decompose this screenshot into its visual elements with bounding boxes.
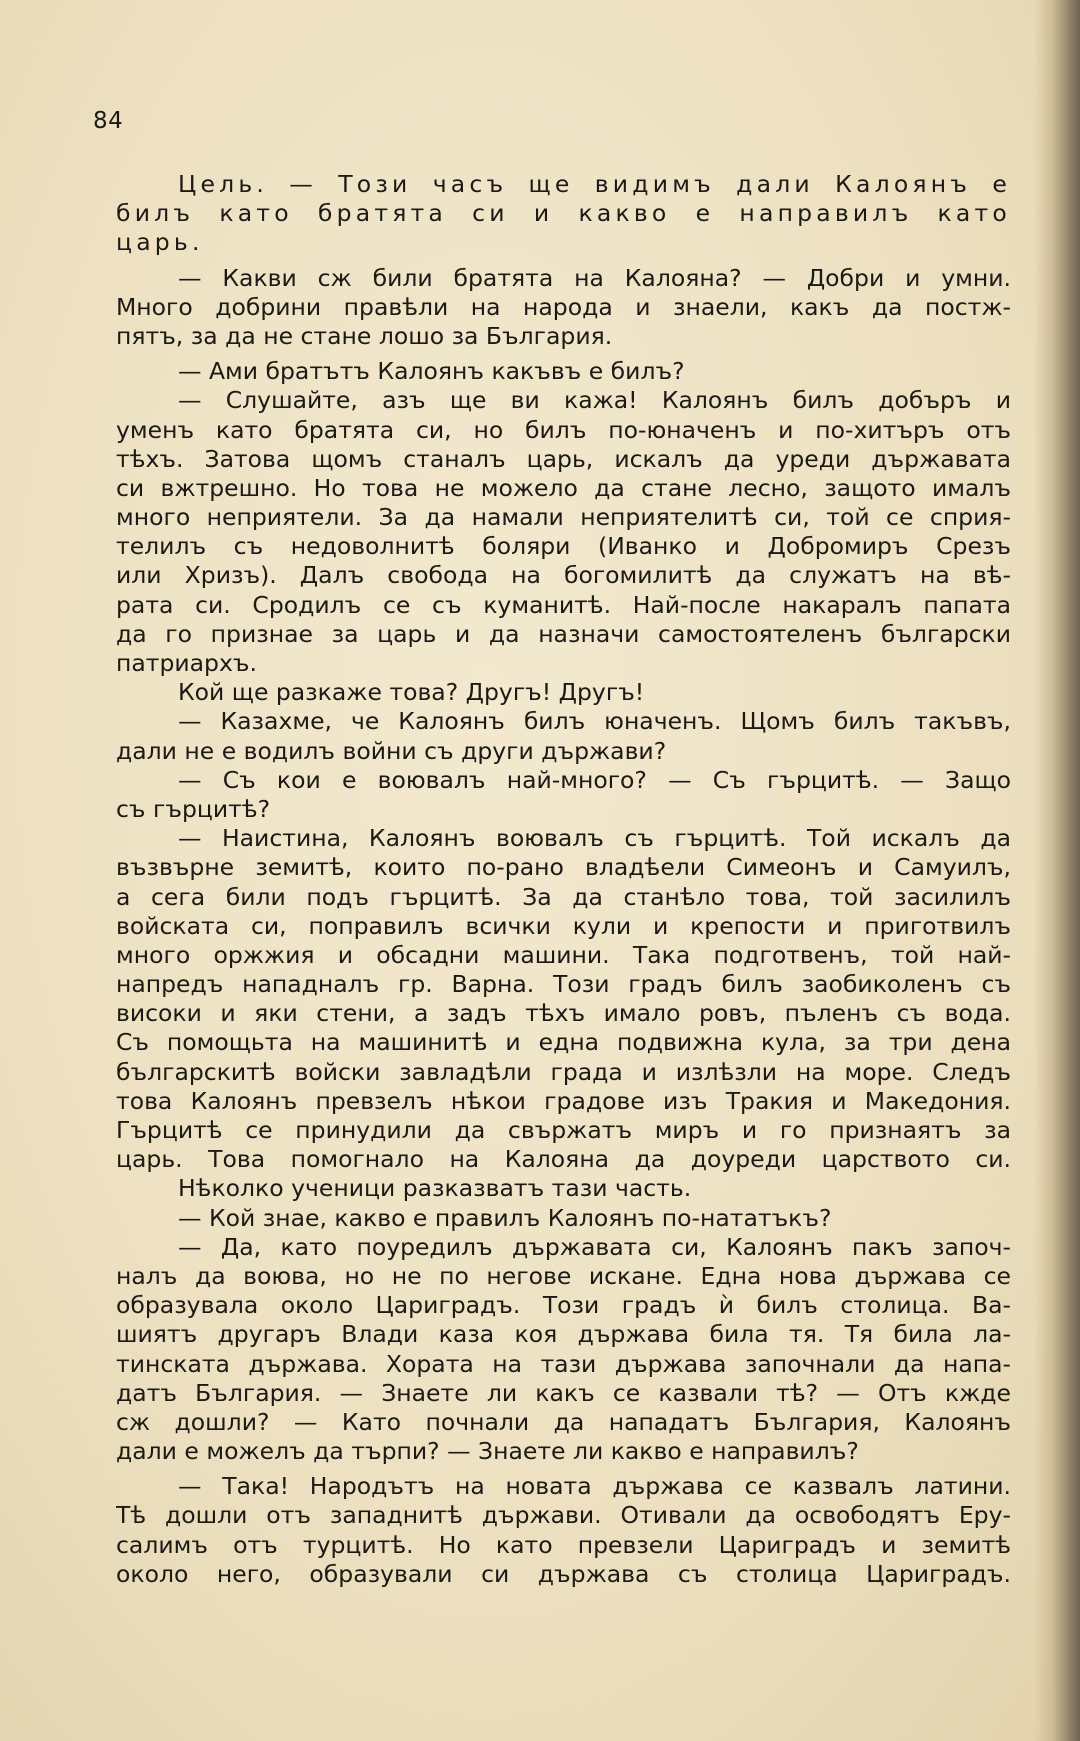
text-line: пятъ, за да не стане лошо за България. xyxy=(116,321,613,350)
text-line: си вжтрешно. Но това не можело да стане лесно, защото ималъ xyxy=(116,473,1011,502)
text-line: Съ помощьта на машинитѣ и една подвижна кула, за три дена xyxy=(116,1028,1011,1057)
text-line: а сега били подъ гърцитѣ. За да станѣло това, той засилилъ xyxy=(116,882,1011,911)
text-line: царь. xyxy=(116,228,204,257)
text-line: — Така! Народътъ на новата държава се казвалъ латини. xyxy=(178,1472,1011,1501)
text-line: — Кой знае, какво е правилъ Калоянъ по-нататъкъ? xyxy=(178,1203,832,1232)
page-spine-shadow xyxy=(1034,0,1080,1741)
text-line: възвърне земитѣ, които по-рано владѣели Симеонъ и Самуилъ, xyxy=(116,853,1011,882)
text-line: Кой ще разкаже това? Другъ! Другъ! xyxy=(178,678,645,707)
text-line: да го признае за царь и да назначи самостоятеленъ български xyxy=(116,619,1011,648)
text-line: салимъ отъ турцитѣ. Но като превзели Цариградъ и земитѣ xyxy=(116,1530,1011,1559)
text-line: дали не е водилъ войни съ други държави? xyxy=(116,736,667,765)
text-line: образувала около Цариградъ. Този градъ ѝ билъ столица. Ва- xyxy=(116,1291,1011,1320)
text-line: — Слушайте, азъ ще ви кажа! Калоянъ билъ добъръ и xyxy=(178,386,1011,415)
text-line: царь. Това помогнало на Калояна да доуреди царството си. xyxy=(116,1145,1011,1174)
text-line: патриархъ. xyxy=(116,649,257,677)
text-line: много оржжия и обсадни машини. Така подготвенъ, той най- xyxy=(116,940,1011,969)
text-line: българскитѣ войски завладѣли града и излѣзли на море. Следъ xyxy=(116,1057,1011,1086)
text-line: сж дошли? — Като почнали да нападатъ България, Калоянъ xyxy=(116,1407,1011,1436)
text-line: войската си, поправилъ всички кули и крепости и приготвилъ xyxy=(116,911,1011,940)
text-line: високи и яки стени, а задъ тѣхъ имало ровъ, пъленъ съ вода. xyxy=(116,999,1011,1028)
text-line: напредъ нападналъ гр. Варна. Този градъ билъ заобиколенъ съ xyxy=(116,970,1011,999)
text-line: тѣхъ. Затова щомъ станалъ царь, искалъ да уреди държавата xyxy=(116,444,1011,473)
text-line: Много добрини правѣли на народа и знаели, какъ да постж- xyxy=(116,292,1011,321)
text-line: — Казахме, че Калоянъ билъ юначенъ. Щомъ билъ такъвъ, xyxy=(178,707,1011,736)
text-line: — Съ кои е воювалъ най-много? — Съ гърцитѣ. — Защо xyxy=(178,765,1011,794)
text-line: рата си. Сродилъ се съ куманитѣ. Най-после накаралъ папата xyxy=(116,590,1011,619)
page-number: 84 xyxy=(93,108,124,134)
text-line: дали е можелъ да търпи? — Знаете ли какво е направилъ? xyxy=(116,1437,859,1466)
text-line: — Ами братътъ Калоянъ какъвъ е билъ? xyxy=(178,357,685,386)
text-line: съ гърцитѣ? xyxy=(116,794,271,823)
text-line: датъ България. — Знаете ли какъ се казвали тѣ? — Отъ кжде xyxy=(116,1378,1011,1407)
text-line: — Какви сж били братята на Калояна? — Добри и умни. xyxy=(178,263,1011,292)
text-line: — Наистина, Калоянъ воювалъ съ гърцитѣ. Той искалъ да xyxy=(178,824,1011,853)
text-line: Нѣколко ученици разказватъ тази часть. xyxy=(178,1174,692,1203)
text-line: около него, образували си държава съ столица Цариградъ. xyxy=(116,1559,1011,1588)
text-line: — Да, като поуредилъ държавата си, Калоянъ пакъ започ- xyxy=(178,1232,1011,1261)
text-line: уменъ като братята си, но билъ по-юначенъ и по-хитъръ отъ xyxy=(116,415,1011,444)
text-line: или Хризъ). Далъ свобода на богомилитѣ да служатъ на вѣ- xyxy=(116,561,1011,590)
text-line: Цель. — Този часъ ще видимъ дали Калоянъ е xyxy=(178,170,1011,198)
text-line: налъ да воюва, но не по негове искане. Една нова държава се xyxy=(116,1261,1011,1290)
text-line: телилъ съ недоволнитѣ боляри (Иванко и Добромиръ Срезъ xyxy=(116,532,1011,561)
text-line: Гърцитѣ се принудили да свържатъ миръ и го признаятъ за xyxy=(116,1116,1011,1144)
text-line: билъ като братята си и какво е направилъ като xyxy=(116,199,1011,228)
text-line: Тѣ дошли отъ западнитѣ държави. Отивали да освободятъ Еру- xyxy=(116,1501,1011,1530)
text-line: тинската държава. Хората на тази държава започнали да напа- xyxy=(116,1349,1011,1378)
text-line: това Калоянъ превзелъ нѣкои градове изъ Тракия и Македония. xyxy=(116,1086,1011,1115)
text-line: шиятъ другаръ Влади каза коя държава била тя. Тя била ла- xyxy=(116,1320,1011,1349)
body-text xyxy=(116,170,1011,1589)
text-line: много неприятели. За да намали неприятелитѣ си, той се сприя- xyxy=(116,503,1011,532)
